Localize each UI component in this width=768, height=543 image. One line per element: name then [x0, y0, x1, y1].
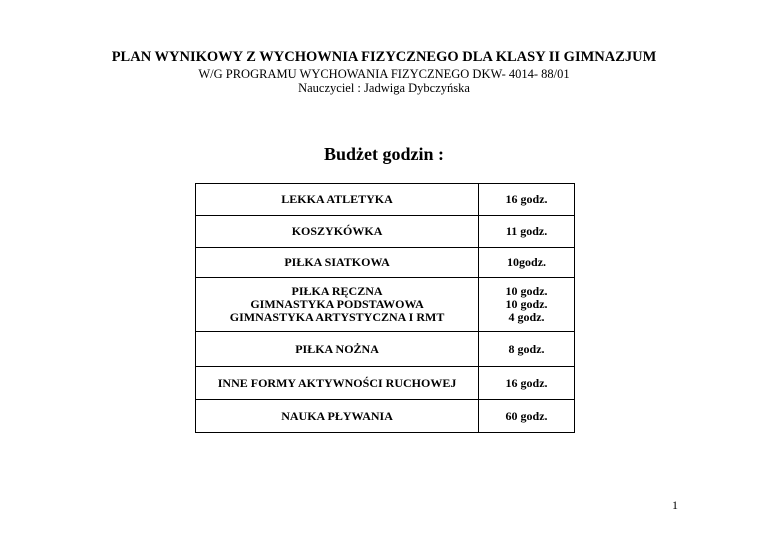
activity-name: PIŁKA RĘCZNA	[291, 284, 383, 298]
activity-name: GIMNASTYKA ARTYSTYCZNA I RMT	[229, 310, 445, 324]
document-title: PLAN WYNIKOWY Z WYCHOWNIA FIZYCZNEGO DLA KLASY II GIMNAZJUM	[111, 49, 657, 65]
budget-heading: Budżet godzin :	[323, 144, 444, 164]
activity-name: GIMNASTYKA PODSTAWOWA	[250, 297, 424, 311]
table-row	[196, 278, 575, 332]
hours-budget-table	[195, 183, 575, 433]
activity-name-cell	[196, 367, 479, 400]
hours-cell	[479, 216, 575, 248]
activity-name-cell	[196, 216, 479, 248]
hours-value: 16 godz.	[505, 375, 548, 390]
activity-name-cell	[196, 248, 479, 278]
table-row	[196, 400, 575, 433]
hours-cell	[479, 367, 575, 400]
hours-cell	[479, 248, 575, 278]
activity-name-cell	[196, 184, 479, 216]
hours-value: 10godz.	[507, 255, 547, 269]
hours-value: 8 godz.	[508, 341, 545, 356]
activity-name: KOSZYKÓWKA	[291, 224, 383, 238]
table-row	[196, 332, 575, 367]
activity-name-cell	[196, 400, 479, 433]
activity-name: LEKKA ATLETYKA	[281, 192, 393, 206]
hours-value: 10 godz.	[505, 297, 548, 311]
hours-cell	[479, 278, 575, 332]
activity-name: PIŁKA SIATKOWA	[284, 255, 390, 269]
activity-name: NAUKA PŁYWANIA	[281, 408, 393, 423]
hours-value: 11 godz.	[505, 224, 548, 238]
hours-value: 4 godz.	[508, 310, 545, 324]
hours-cell	[479, 332, 575, 367]
hours-value: 60 godz.	[505, 408, 548, 423]
activity-name: INNE FORMY AKTYWNOŚCI RUCHOWEJ	[217, 375, 457, 390]
hours-value: 10 godz.	[505, 284, 548, 298]
hours-value: 16 godz.	[505, 192, 548, 206]
hours-cell	[479, 400, 575, 433]
page-number: 1	[672, 498, 678, 512]
activity-name-cell	[196, 278, 479, 332]
activity-name-cell	[196, 332, 479, 367]
program-subtitle: W/G PROGRAMU WYCHOWANIA FIZYCZNEGO DKW- 4014- 88/01	[198, 67, 570, 81]
table-row	[196, 367, 575, 400]
hours-cell	[479, 184, 575, 216]
table-row	[196, 248, 575, 278]
teacher-name: Nauczyciel : Jadwiga Dybczyńska	[298, 81, 470, 95]
activity-name: PIŁKA NOŻNA	[295, 341, 379, 356]
table-row	[196, 184, 575, 216]
table-row	[196, 216, 575, 248]
